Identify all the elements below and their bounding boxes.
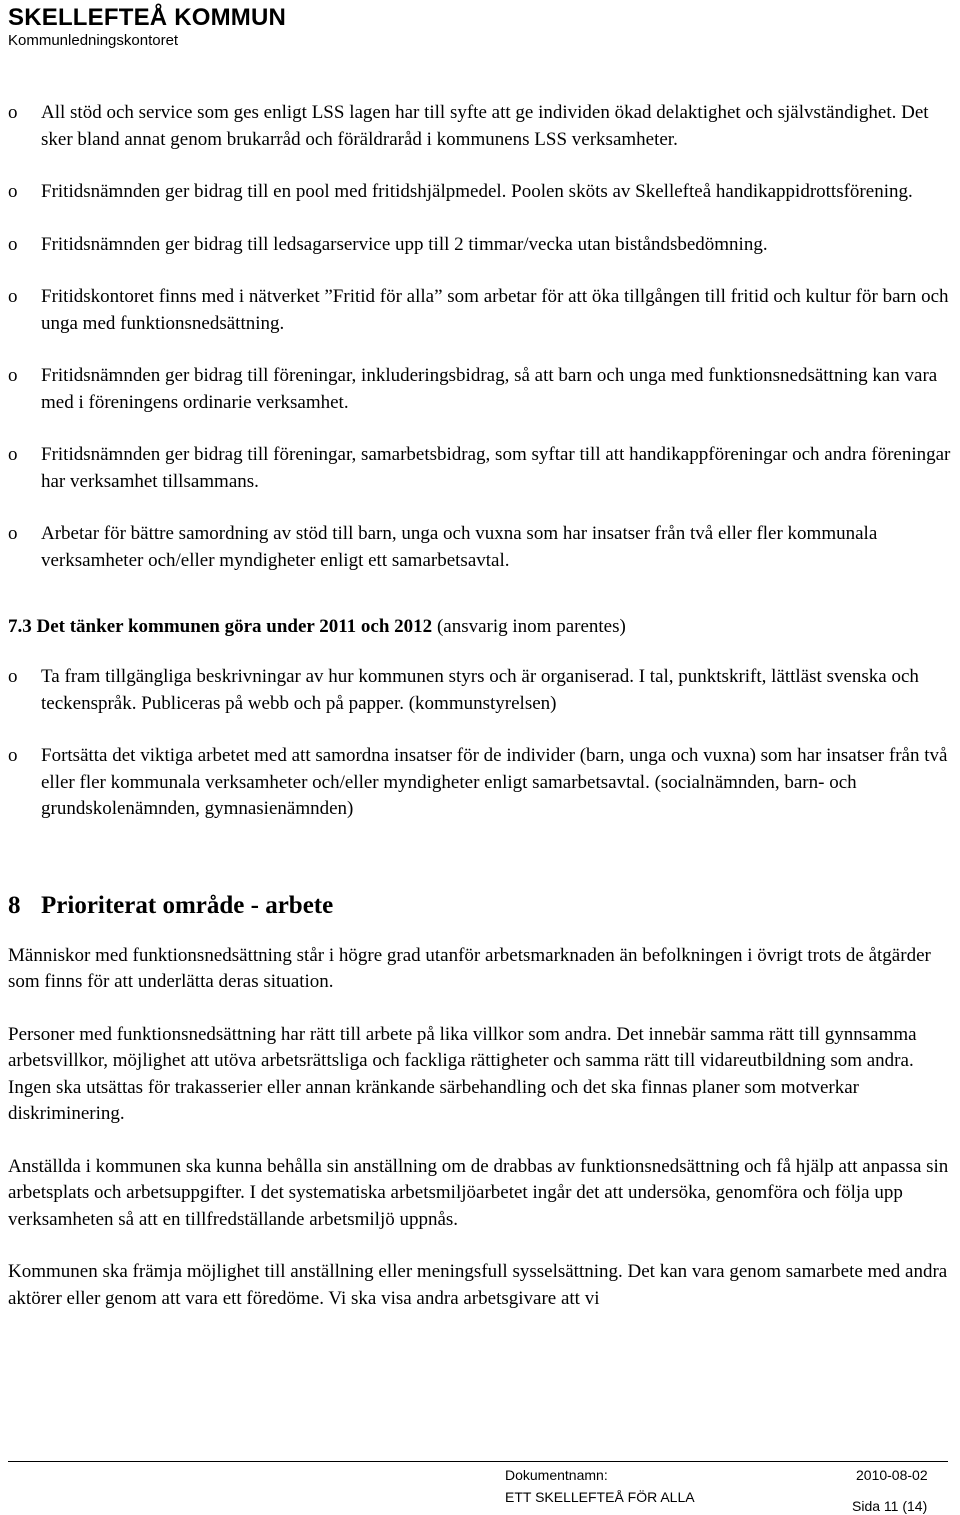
bullet-marker: o [8,181,18,202]
bullet-marker: o [8,745,18,766]
bullet-list-7-3 [8,664,956,823]
section-heading-bold: 7.3 Det tänker kommunen göra under 2011 och 2012 [8,616,433,637]
list-item [8,743,956,823]
footer-date: 2010-08-02 [856,1467,928,1483]
list-item [8,100,956,153]
bullet-marker: o [8,365,18,386]
list-item-text: Fritidsnämnden ger bidrag till föreningar, inkluderingsbidrag, så att barn och unga med funktionsnedsättning kan vara med i föreningens ordinarie verksamhet. [41,365,938,413]
section-heading-7-3 [8,614,956,640]
page-header [8,4,286,50]
list-item-text: Fritidsnämnden ger bidrag till föreningar, samarbetsbidrag, som syftar till att handikappföreningar och andra föreningar har verksamhet tillsammans. [41,444,951,492]
list-item-text: Fortsätta det viktiga arbetet med att samordna insatser för de individer (barn, unga och vuxna) som har insatser från två eller fler kommunala verksamheter och/eller myndigheter enligt samarbetsavtal. (socialnämnden, barn- och grundskolenämnden, gymnasienämnden) [41,745,948,819]
list-item-text: Fritidsnämnden ger bidrag till ledsagarservice upp till 2 timmar/vecka utan biståndsbedömning. [41,233,768,255]
section-heading-note: (ansvarig inom parentes) [432,616,626,637]
bullet-marker: o [8,444,18,465]
bullet-marker: o [8,666,18,687]
footer-page-number: Sida 11 (14) [852,1498,928,1514]
paragraph: Kommunen ska främja möjlighet till anställning eller meningsfull sysselsättning. Det kan vara genom samarbete med andra aktörer eller genom att vara ett föredöme. Vi ska visa andra arbetsgivare att vi [8,1261,948,1309]
footer-doc-label: Dokumentnamn: [505,1467,608,1483]
list-item-text: All stöd och service som ges enligt LSS lagen har till syfte att ge individen ökad delaktighet och självständighet. Det sker bland annat genom brukarråd och föräldraråd i kommunens LSS verksamheter. [41,102,929,150]
section-title: Prioriterat område - arbete [41,891,334,919]
section-heading-8 [8,891,956,921]
bullet-marker: o [8,102,18,123]
section-number: 8 [8,891,21,919]
list-item-text: Ta fram tillgängliga beskrivningar av hur kommunen styrs och är organiserad. I tal, punktskrift, lättläst svenska och teckenspråk. Publiceras på webb och på papper. (kommunstyrelsen) [41,666,919,714]
list-item [8,442,956,495]
organization-name: SKELLEFTEÅ KOMMUN [8,4,287,31]
list-item [8,363,956,416]
paragraph: Anställda i kommunen ska kunna behålla sin anställning om de drabbas av funktionsnedsättning och få hjälp att anpassa sin arbetsplats och arbetsuppgifter. I det systematiska arbetsmiljöarbetet ingår det att undersöka, genomföra och följa upp verksamheten så att en tillfredställande arbetsmiljö uppnås. [8,1155,949,1230]
document-body [8,100,956,1338]
bullet-marker: o [8,286,18,307]
list-item-text: Fritidsnämnden ger bidrag till en pool med fritidshjälpmedel. Poolen sköts av Skellefteå handikappidrottsförening. [41,181,913,202]
list-item [8,664,956,717]
footer-doc-name: ETT SKELLEFTEÅ FÖR ALLA [505,1489,695,1505]
list-item-text: Arbetar för bättre samordning av stöd till barn, unga och vuxna som har insatser från två eller fler kommunala verksamheter och/eller myndigheter enligt ett samarbetsavtal. [41,523,878,571]
list-item [8,284,956,337]
list-item [8,179,956,206]
bullet-marker: o [8,233,18,255]
footer-divider [8,1461,948,1462]
paragraph: Människor med funktionsnedsättning står i högre grad utanför arbetsmarknaden än befolkningen i övrigt trots de åtgärder som finns för att underlätta deras situation. [8,944,931,992]
list-item [8,521,956,574]
bullet-marker: o [8,523,18,544]
list-item-text: Fritidskontoret finns med i nätverket ”Fritid för alla” som arbetar för att öka tillgången till fritid och kultur för barn och unga med funktionsnedsättning. [41,286,949,334]
list-item [8,232,956,259]
office-name: Kommunledningskontoret [8,32,179,49]
paragraph: Personer med funktionsnedsättning har rätt till arbete på lika villkor som andra. Det innebär samma rätt till gynnsamma arbetsvillkor, möjlighet att utöva arbetsrättsliga och fackliga rättigheter och samma rätt till vidareutbildning som andra. Ingen ska utsättas för trakasserier eller annan kränkande särbehandling och det ska finnas planer som motverkar diskriminering. [8,1023,917,1124]
bullet-list-top [8,100,956,574]
